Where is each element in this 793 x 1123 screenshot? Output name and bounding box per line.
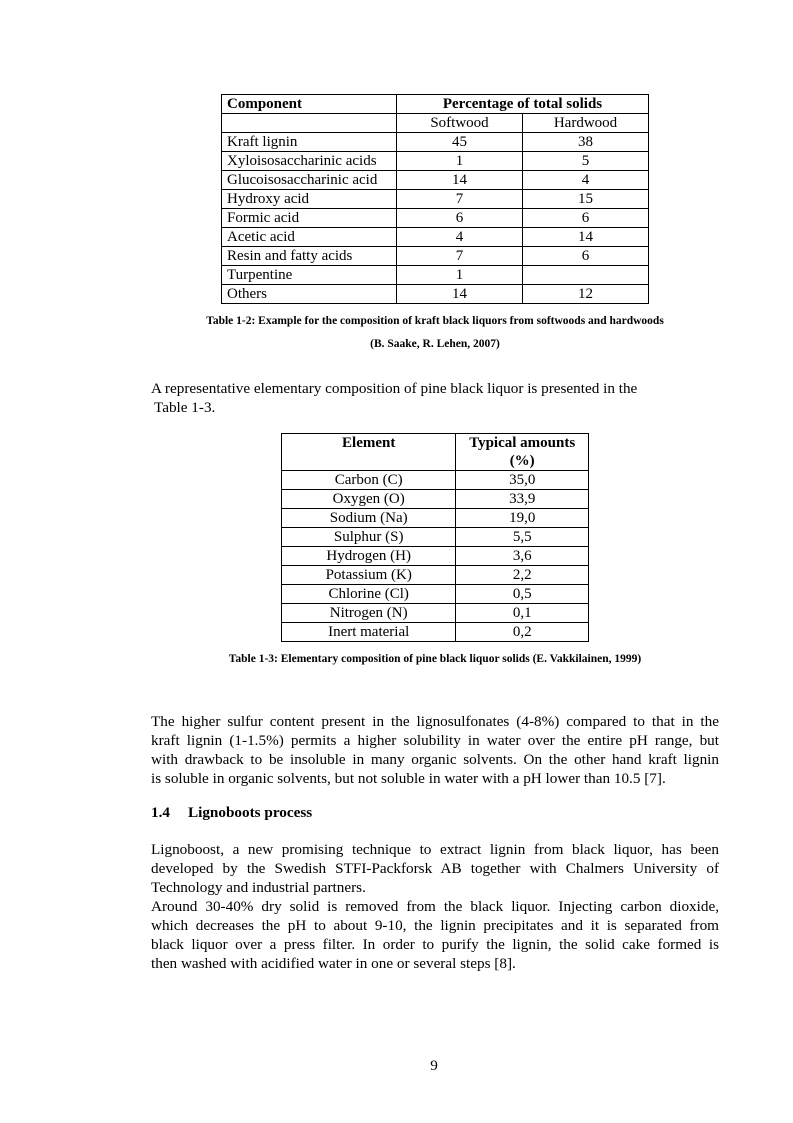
table1-cell-hardwood: 6 bbox=[523, 209, 649, 228]
table1-subheader-hardwood: Hardwood bbox=[523, 114, 649, 133]
table2-cell-amount: 0,2 bbox=[456, 623, 589, 642]
table-row bbox=[222, 247, 649, 266]
table1-cell-softwood: 7 bbox=[397, 247, 523, 266]
table1-cell-hardwood bbox=[523, 266, 649, 285]
table2-cell-element: Carbon (C) bbox=[282, 471, 456, 490]
paragraph-line: The higher sulfur content present in the lignosulfonates (4-8%) compared to that in the bbox=[151, 713, 719, 730]
table-row bbox=[222, 266, 649, 285]
paragraph-line: then washed with acidified water in one or several steps [8]. bbox=[151, 955, 516, 972]
paragraph-line: which decreases the pH to about 9-10, the lignin precipitates and it is separated from bbox=[151, 917, 719, 934]
table2-body bbox=[282, 471, 589, 642]
table1-cell-hardwood: 14 bbox=[523, 228, 649, 247]
table1-cell-softwood: 4 bbox=[397, 228, 523, 247]
table1-cell-component: Glucoisosaccharinic acid bbox=[222, 171, 397, 190]
paragraph-line: Technology and industrial partners. bbox=[151, 879, 366, 896]
table1-body bbox=[222, 133, 649, 304]
table1-cell-softwood: 1 bbox=[397, 266, 523, 285]
table2-cell-amount: 5,5 bbox=[456, 528, 589, 547]
table2-cell-amount: 3,6 bbox=[456, 547, 589, 566]
table-row bbox=[222, 133, 649, 152]
table2-cell-amount: 0,5 bbox=[456, 585, 589, 604]
table2-cell-element: Sulphur (S) bbox=[282, 528, 456, 547]
table1-cell-component: Turpentine bbox=[222, 266, 397, 285]
intro-line-1: A representative elementary composition of pine black liquor is presented in the bbox=[151, 380, 638, 397]
paragraph-line: black liquor over a press filter. In order to purify the lignin, the solid cake formed is bbox=[151, 936, 719, 953]
table1-cell-softwood: 6 bbox=[397, 209, 523, 228]
table-row bbox=[282, 509, 589, 528]
table-black-liquor-composition bbox=[221, 94, 649, 304]
table2-cell-amount: 0,1 bbox=[456, 604, 589, 623]
table2-caption: Table 1-3: Elementary composition of pine black liquor solids (E. Vakkilainen, 1999) bbox=[228, 653, 642, 665]
table-row bbox=[282, 623, 589, 642]
table1-cell-hardwood: 15 bbox=[523, 190, 649, 209]
table-elementary-composition bbox=[281, 433, 589, 642]
section-heading bbox=[151, 804, 312, 822]
table1-cell-hardwood: 4 bbox=[523, 171, 649, 190]
table1-subheader-softwood: Softwood bbox=[397, 114, 523, 133]
table2-cell-element: Hydrogen (H) bbox=[282, 547, 456, 566]
table1-cell-component: Xyloisosaccharinic acids bbox=[222, 152, 397, 171]
table2-header-amount-line2: (%) bbox=[509, 453, 535, 469]
table1-cell-component: Kraft lignin bbox=[222, 133, 397, 152]
table1-empty-cell bbox=[222, 114, 397, 133]
section-number: 1.4 bbox=[151, 804, 170, 821]
table2-cell-amount: 19,0 bbox=[456, 509, 589, 528]
paragraph-line: is soluble in organic solvents, but not soluble in water with a pH lower than 10.5 [7]. bbox=[151, 770, 666, 787]
table1-cell-hardwood: 38 bbox=[523, 133, 649, 152]
paragraph-line: Around 30-40% dry solid is removed from the black liquor. Injecting carbon dioxide, bbox=[151, 898, 719, 915]
paragraph-line: kraft lignin (1-1.5%) permits a higher solubility in water over the entire pH range, but bbox=[151, 732, 719, 749]
table1-cell-softwood: 14 bbox=[397, 285, 523, 304]
table1-header-component: Component bbox=[222, 95, 397, 114]
table2-cell-element: Chlorine (Cl) bbox=[282, 585, 456, 604]
table2-cell-element: Potassium (K) bbox=[282, 566, 456, 585]
table1-cell-component: Resin and fatty acids bbox=[222, 247, 397, 266]
table-row bbox=[222, 190, 649, 209]
table-row bbox=[282, 528, 589, 547]
intro-line-2: Table 1-3. bbox=[154, 399, 216, 416]
table-row bbox=[222, 228, 649, 247]
table2-cell-element: Sodium (Na) bbox=[282, 509, 456, 528]
table2-cell-element: Nitrogen (N) bbox=[282, 604, 456, 623]
table1-caption-line1: Table 1-2: Example for the composition of kraft black liquors from softwoods and hardwoods bbox=[206, 315, 664, 327]
table-row bbox=[222, 171, 649, 190]
table1-cell-component: Acetic acid bbox=[222, 228, 397, 247]
table1-caption-line2: (B. Saake, R. Lehen, 2007) bbox=[370, 338, 500, 350]
table-row bbox=[282, 604, 589, 623]
table-row bbox=[282, 547, 589, 566]
table-row bbox=[282, 566, 589, 585]
page-number: 9 bbox=[430, 1057, 438, 1074]
table2-header-element: Element bbox=[282, 434, 456, 471]
paragraph-line: developed by the Swedish STFI-Packforsk AB together with Chalmers University of bbox=[151, 860, 719, 877]
table2-header-amount-line1: Typical amounts bbox=[469, 435, 576, 451]
table2-cell-element: Oxygen (O) bbox=[282, 490, 456, 509]
table1-cell-hardwood: 5 bbox=[523, 152, 649, 171]
paragraph-solubility bbox=[151, 712, 719, 788]
table2-header-amount bbox=[456, 434, 589, 471]
table1-cell-softwood: 7 bbox=[397, 190, 523, 209]
paragraph-line: Lignoboost, a new promising technique to extract lignin from black liquor, has been bbox=[151, 841, 719, 858]
table2-cell-amount: 35,0 bbox=[456, 471, 589, 490]
table1-cell-softwood: 14 bbox=[397, 171, 523, 190]
table-row bbox=[282, 471, 589, 490]
table-row bbox=[282, 585, 589, 604]
table2-cell-amount: 33,9 bbox=[456, 490, 589, 509]
table-row bbox=[282, 490, 589, 509]
table1-header-percentage: Percentage of total solids bbox=[397, 95, 649, 114]
table1-cell-softwood: 45 bbox=[397, 133, 523, 152]
table1-cell-component: Formic acid bbox=[222, 209, 397, 228]
table1-cell-component: Others bbox=[222, 285, 397, 304]
paragraph-line: with drawback to be insoluble in many organic solvents. On the other hand kraft lignin bbox=[151, 751, 719, 768]
table2-cell-amount: 2,2 bbox=[456, 566, 589, 585]
table-row bbox=[222, 209, 649, 228]
table-row bbox=[222, 152, 649, 171]
table-row bbox=[222, 285, 649, 304]
table1-cell-component: Hydroxy acid bbox=[222, 190, 397, 209]
paragraph-lignoboost-intro bbox=[151, 840, 719, 973]
table1-cell-softwood: 1 bbox=[397, 152, 523, 171]
table1-cell-hardwood: 12 bbox=[523, 285, 649, 304]
table1-cell-hardwood: 6 bbox=[523, 247, 649, 266]
section-title: Lignoboots process bbox=[187, 804, 313, 821]
table2-cell-element: Inert material bbox=[282, 623, 456, 642]
